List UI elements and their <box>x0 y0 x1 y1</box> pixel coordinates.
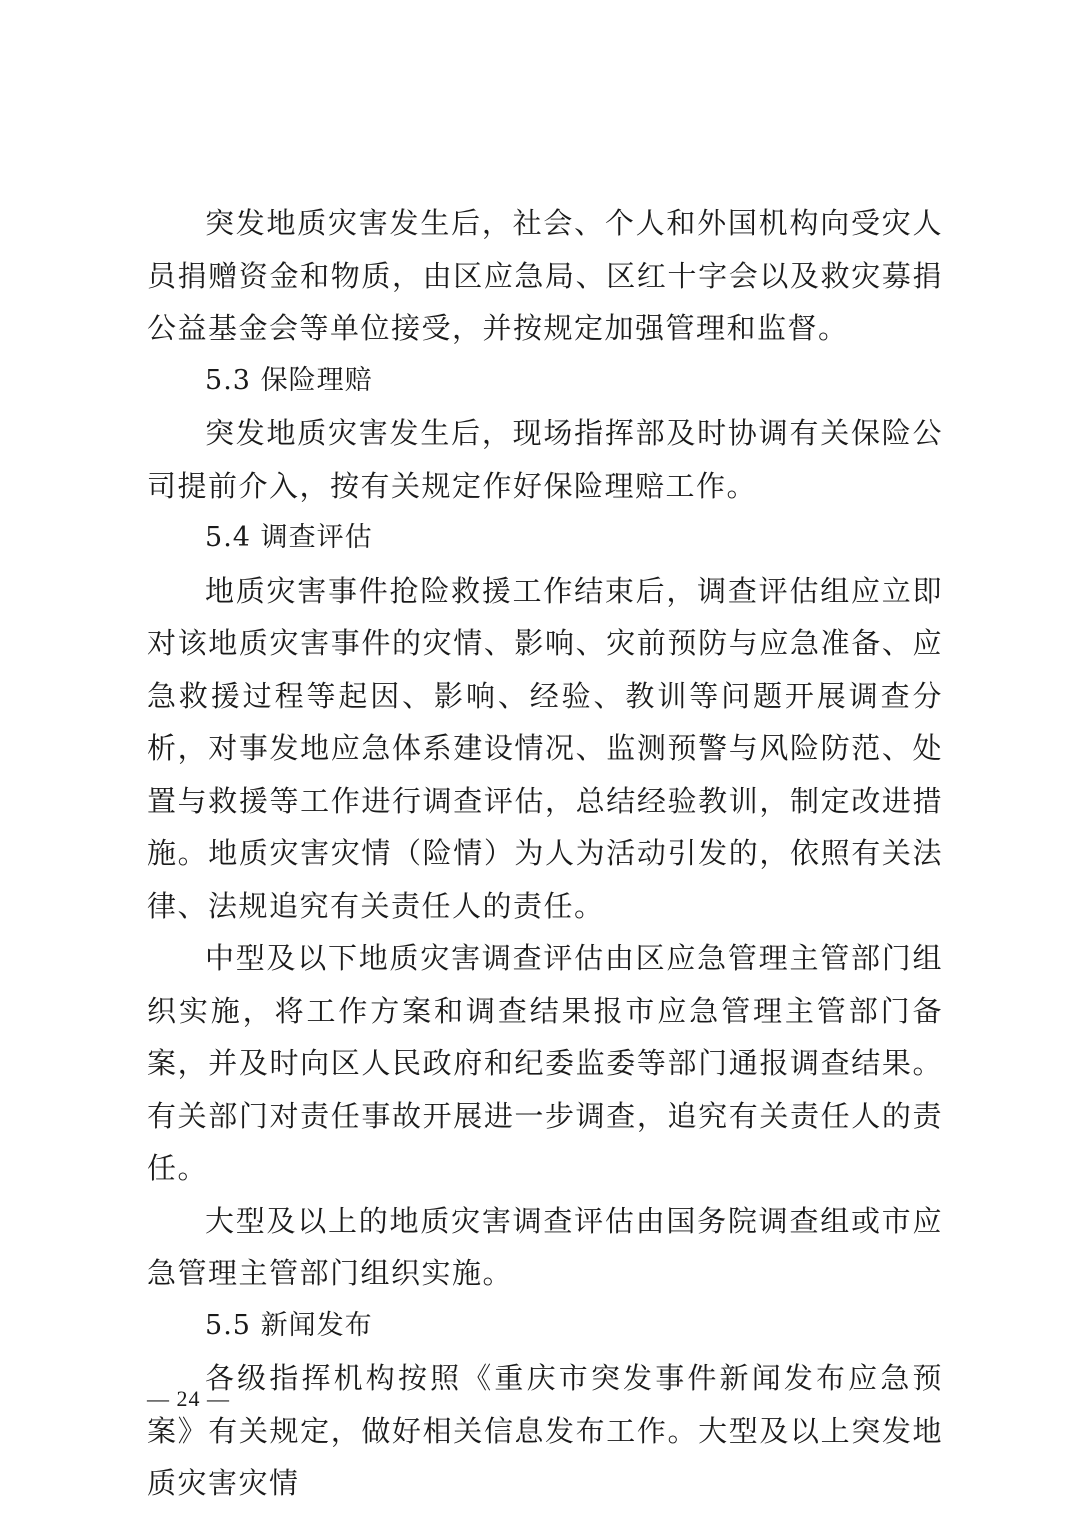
heading-news-release: 5.5 新闻发布 <box>205 1309 373 1341</box>
paragraph-medium-disaster: 中型及以下地质灾害调查评估由区应急管理主管部门组织实施，将工作方案和调查结果报市应急管理主管部门备案，并及时向区人民政府和纪委监委等部门通报调查结果。有关部门对责任事故开展进一步调查，追究有关责任人的责任。 <box>147 941 943 1185</box>
heading-insurance-claims: 5.3 保险理赔 <box>205 364 373 396</box>
body-text <box>147 197 943 1510</box>
paragraph-large-disaster: 大型及以上的地质灾害调查评估由国务院调查组或市应急管理主管部门组织实施。 <box>147 1203 943 1290</box>
heading-investigation: 5.4 调查评估 <box>205 522 373 553</box>
page-number: — 24 — <box>147 1386 230 1411</box>
paragraph-insurance: 突发地质灾害发生后，现场指挥部及时协调有关保险公司提前介入，按有关规定作好保险理赔工作。 <box>147 416 943 503</box>
paragraph-news-release: 各级指挥机构按照《重庆市突发事件新闻发布应急预案》有关规定，做好相关信息发布工作。大型及以上突发地质灾害灾情 <box>147 1361 943 1500</box>
paragraph-donation: 突发地质灾害发生后，社会、个人和外国机构向受灾人员捐赠资金和物质，由区应急局、区红十字会以及救灾募捐公益基金会等单位接受，并按规定加强管理和监督。 <box>147 206 943 345</box>
paragraph-investigation: 地质灾害事件抢险救援工作结束后，调查评估组应立即对该地质灾害事件的灾情、影响、灾前预防与应急准备、应急救援过程等起因、影响、经验、教训等问题开展调查分析，对事发地应急体系建设情况、监测预警与风险防范、处置与救援等工作进行调查评估，总结经验教训，制定改进措施。地质灾害灾情（险情）为人为活动引发的，依照有关法律、法规追究有关责任人的责任。 <box>147 573 943 923</box>
